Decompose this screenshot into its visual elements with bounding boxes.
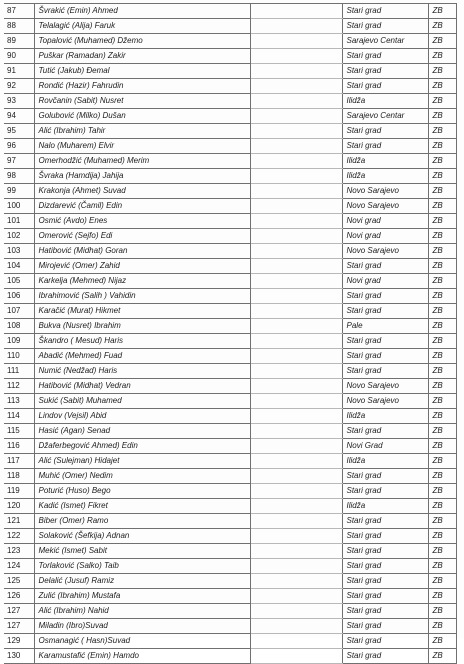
blank-cell [250,469,342,484]
row-number: 130 [4,649,34,664]
table-row [4,559,456,574]
blank-cell [250,484,342,499]
municipality: Ilidža [342,169,428,184]
person-name: Rovčanin (Sabit) Nusret [34,94,250,109]
category-code: ZB [428,454,456,469]
table-row [4,649,456,664]
table-row [4,274,456,289]
table-row [4,424,456,439]
row-number: 116 [4,439,34,454]
category-code: ZB [428,529,456,544]
person-name: Golubović (Milko) Dušan [34,109,250,124]
category-code: ZB [428,649,456,664]
row-number: 123 [4,544,34,559]
table-row [4,184,456,199]
municipality: Stari grad [342,469,428,484]
person-name: Bukva (Nusret) Ibrahim [34,319,250,334]
table-row [4,469,456,484]
row-number: 112 [4,379,34,394]
municipality: Stari grad [342,64,428,79]
person-name: Osmić (Avdo) Enes [34,214,250,229]
blank-cell [250,94,342,109]
category-code: ZB [428,469,456,484]
row-number: 101 [4,214,34,229]
municipality: Stari grad [342,304,428,319]
person-name: Telalagić (Alija) Faruk [34,19,250,34]
table-row [4,244,456,259]
category-code: ZB [428,319,456,334]
blank-cell [250,409,342,424]
person-name: Poturić (Huso) Bego [34,484,250,499]
row-number: 114 [4,409,34,424]
municipality: Novi Grad [342,439,428,454]
person-name: Numić (Nedžad) Haris [34,364,250,379]
row-number: 111 [4,364,34,379]
blank-cell [250,304,342,319]
category-code: ZB [428,574,456,589]
row-number: 115 [4,424,34,439]
municipality: Stari grad [342,589,428,604]
category-code: ZB [428,439,456,454]
category-code: ZB [428,4,456,19]
municipality: Sarajevo Centar [342,34,428,49]
table-row [4,604,456,619]
table-row [4,409,456,424]
category-code: ZB [428,349,456,364]
municipality: Stari grad [342,484,428,499]
person-name: Abadić (Mehmed) Fuad [34,349,250,364]
person-name: Delalić (Jusuf) Ramiz [34,574,250,589]
municipality: Stari grad [342,334,428,349]
row-number: 113 [4,394,34,409]
category-code: ZB [428,544,456,559]
blank-cell [250,394,342,409]
blank-cell [250,154,342,169]
blank-cell [250,559,342,574]
table-row [4,364,456,379]
blank-cell [250,199,342,214]
municipality: Novo Sarajevo [342,199,428,214]
municipality: Novi grad [342,229,428,244]
blank-cell [250,439,342,454]
row-number: 127 [4,619,34,634]
blank-cell [250,4,342,19]
table-row [4,529,456,544]
person-name: Topalović (Muhamed) Džemo [34,34,250,49]
person-name: Solaković (Šefkija) Adnan [34,529,250,544]
municipality: Stari grad [342,349,428,364]
category-code: ZB [428,259,456,274]
category-code: ZB [428,334,456,349]
person-name: Dizdarević (Čamil) Edin [34,199,250,214]
row-number: 89 [4,34,34,49]
row-number: 125 [4,574,34,589]
row-number: 91 [4,64,34,79]
blank-cell [250,19,342,34]
table-row [4,94,456,109]
row-number: 99 [4,184,34,199]
municipality: Ilidža [342,409,428,424]
row-number: 119 [4,484,34,499]
category-code: ZB [428,514,456,529]
person-name: Omerhodžić (Muhamed) Merim [34,154,250,169]
person-name: Škandro ( Mesud) Haris [34,334,250,349]
municipality: Stari grad [342,514,428,529]
blank-cell [250,619,342,634]
person-name: Kadić (Ismet) Fikret [34,499,250,514]
table-row [4,169,456,184]
municipality: Pale [342,319,428,334]
row-number: 124 [4,559,34,574]
blank-cell [250,64,342,79]
table-row [4,229,456,244]
row-number: 102 [4,229,34,244]
blank-cell [250,34,342,49]
person-name: Hatibović (Midhat) Vedran [34,379,250,394]
blank-cell [250,49,342,64]
table-row [4,199,456,214]
blank-cell [250,274,342,289]
person-name: Nalo (Muharem) Elvir [34,139,250,154]
blank-cell [250,649,342,664]
blank-cell [250,334,342,349]
row-number: 120 [4,499,34,514]
members-table-body [4,4,456,664]
table-row [4,34,456,49]
row-number: 106 [4,289,34,304]
municipality: Sarajevo Centar [342,109,428,124]
municipality: Stari grad [342,4,428,19]
person-name: Puškar (Ramadan) Zakir [34,49,250,64]
blank-cell [250,454,342,469]
blank-cell [250,229,342,244]
row-number: 122 [4,529,34,544]
table-row [4,514,456,529]
table-row [4,19,456,34]
municipality: Stari grad [342,619,428,634]
blank-cell [250,169,342,184]
municipality: Stari grad [342,574,428,589]
row-number: 127 [4,604,34,619]
blank-cell [250,544,342,559]
category-code: ZB [428,214,456,229]
category-code: ZB [428,79,456,94]
category-code: ZB [428,49,456,64]
table-row [4,319,456,334]
category-code: ZB [428,394,456,409]
blank-cell [250,109,342,124]
row-number: 96 [4,139,34,154]
blank-cell [250,364,342,379]
municipality: Novo Sarajevo [342,379,428,394]
category-code: ZB [428,244,456,259]
row-number: 103 [4,244,34,259]
members-table [4,3,457,664]
blank-cell [250,349,342,364]
table-row [4,589,456,604]
blank-cell [250,214,342,229]
blank-cell [250,289,342,304]
blank-cell [250,514,342,529]
row-number: 100 [4,199,34,214]
municipality: Stari grad [342,364,428,379]
person-name: Rondić (Hazir) Fahrudin [34,79,250,94]
table-row [4,349,456,364]
category-code: ZB [428,154,456,169]
table-row [4,439,456,454]
municipality: Stari grad [342,259,428,274]
blank-cell [250,124,342,139]
person-name: Džaferbegović Ahmed) Edin [34,439,250,454]
category-code: ZB [428,184,456,199]
municipality: Novo Sarajevo [342,394,428,409]
table-row [4,634,456,649]
table-row [4,619,456,634]
category-code: ZB [428,409,456,424]
row-number: 109 [4,334,34,349]
municipality: Stari grad [342,289,428,304]
municipality: Stari grad [342,529,428,544]
person-name: Biber (Omer) Ramo [34,514,250,529]
municipality: Stari grad [342,19,428,34]
category-code: ZB [428,499,456,514]
category-code: ZB [428,634,456,649]
category-code: ZB [428,229,456,244]
person-name: Miladin (Ibro)Suvad [34,619,250,634]
blank-cell [250,244,342,259]
category-code: ZB [428,64,456,79]
blank-cell [250,634,342,649]
blank-cell [250,574,342,589]
municipality: Stari grad [342,139,428,154]
category-code: ZB [428,604,456,619]
blank-cell [250,424,342,439]
category-code: ZB [428,94,456,109]
table-row [4,334,456,349]
table-row [4,139,456,154]
category-code: ZB [428,289,456,304]
person-name: Alić (Ibrahim) Tahir [34,124,250,139]
person-name: Alić (Sulejman) Hidajet [34,454,250,469]
row-number: 95 [4,124,34,139]
category-code: ZB [428,304,456,319]
table-row [4,394,456,409]
table-row [4,124,456,139]
person-name: Osmanagić ( Hasn)Suvad [34,634,250,649]
table-row [4,4,456,19]
person-name: Omerović (Sejfo) Edi [34,229,250,244]
blank-cell [250,139,342,154]
municipality: Novo Sarajevo [342,244,428,259]
row-number: 88 [4,19,34,34]
category-code: ZB [428,424,456,439]
person-name: Švraka (Hamdija) Jahija [34,169,250,184]
table-row [4,484,456,499]
municipality: Novo Sarajevo [342,184,428,199]
category-code: ZB [428,19,456,34]
blank-cell [250,184,342,199]
table-row [4,544,456,559]
table-row [4,499,456,514]
municipality: Stari grad [342,79,428,94]
table-row [4,154,456,169]
category-code: ZB [428,589,456,604]
row-number: 110 [4,349,34,364]
row-number: 126 [4,589,34,604]
person-name: Tutić (Jakub) Đemal [34,64,250,79]
blank-cell [250,529,342,544]
category-code: ZB [428,364,456,379]
category-code: ZB [428,559,456,574]
table-row [4,454,456,469]
municipality: Stari grad [342,544,428,559]
row-number: 104 [4,259,34,274]
person-name: Karamustafić (Emin) Hamdo [34,649,250,664]
table-row [4,259,456,274]
person-name: Mekić (Ismet) Sabit [34,544,250,559]
table-row [4,64,456,79]
person-name: Hatibović (Midhat) Goran [34,244,250,259]
municipality: Ilidža [342,499,428,514]
category-code: ZB [428,274,456,289]
category-code: ZB [428,484,456,499]
municipality: Ilidža [342,154,428,169]
blank-cell [250,604,342,619]
category-code: ZB [428,124,456,139]
person-name: Krakonja (Ahmet) Suvad [34,184,250,199]
row-number: 87 [4,4,34,19]
municipality: Ilidža [342,454,428,469]
table-row [4,574,456,589]
row-number: 117 [4,454,34,469]
municipality: Stari grad [342,634,428,649]
category-code: ZB [428,139,456,154]
municipality: Novi grad [342,214,428,229]
person-name: Ibrahimović (Salih ) Vahidin [34,289,250,304]
person-name: Lindov (Vejsil) Abid [34,409,250,424]
person-name: Muhić (Omer) Nedim [34,469,250,484]
municipality: Stari grad [342,604,428,619]
row-number: 90 [4,49,34,64]
blank-cell [250,259,342,274]
person-name: Sukić (Sabit) Muhamed [34,394,250,409]
person-name: Hasić (Agan) Senad [34,424,250,439]
person-name: Karkelja (Mehmed) Nijaz [34,274,250,289]
blank-cell [250,589,342,604]
row-number: 118 [4,469,34,484]
table-row [4,379,456,394]
person-name: Zulić (Ibrahim) Mustafa [34,589,250,604]
category-code: ZB [428,169,456,184]
row-number: 92 [4,79,34,94]
category-code: ZB [428,619,456,634]
row-number: 97 [4,154,34,169]
person-name: Švrakić (Emin) Ahmed [34,4,250,19]
row-number: 108 [4,319,34,334]
category-code: ZB [428,109,456,124]
municipality: Ilidža [342,94,428,109]
category-code: ZB [428,379,456,394]
blank-cell [250,499,342,514]
table-row [4,79,456,94]
row-number: 129 [4,634,34,649]
row-number: 105 [4,274,34,289]
municipality: Novi grad [342,274,428,289]
table-row [4,109,456,124]
row-number: 93 [4,94,34,109]
table-row [4,304,456,319]
blank-cell [250,79,342,94]
person-name: Mirojević (Omer) Zahid [34,259,250,274]
municipality: Stari grad [342,649,428,664]
person-name: Torlaković (Salko) Taib [34,559,250,574]
table-row [4,49,456,64]
municipality: Stari grad [342,559,428,574]
municipality: Stari grad [342,424,428,439]
row-number: 107 [4,304,34,319]
blank-cell [250,319,342,334]
row-number: 121 [4,514,34,529]
category-code: ZB [428,34,456,49]
table-row [4,214,456,229]
person-name: Alić (Ibrahim) Nahid [34,604,250,619]
category-code: ZB [428,199,456,214]
municipality: Stari grad [342,124,428,139]
blank-cell [250,379,342,394]
row-number: 98 [4,169,34,184]
table-row [4,289,456,304]
row-number: 94 [4,109,34,124]
person-name: Karačić (Murat) Hikmet [34,304,250,319]
municipality: Stari grad [342,49,428,64]
